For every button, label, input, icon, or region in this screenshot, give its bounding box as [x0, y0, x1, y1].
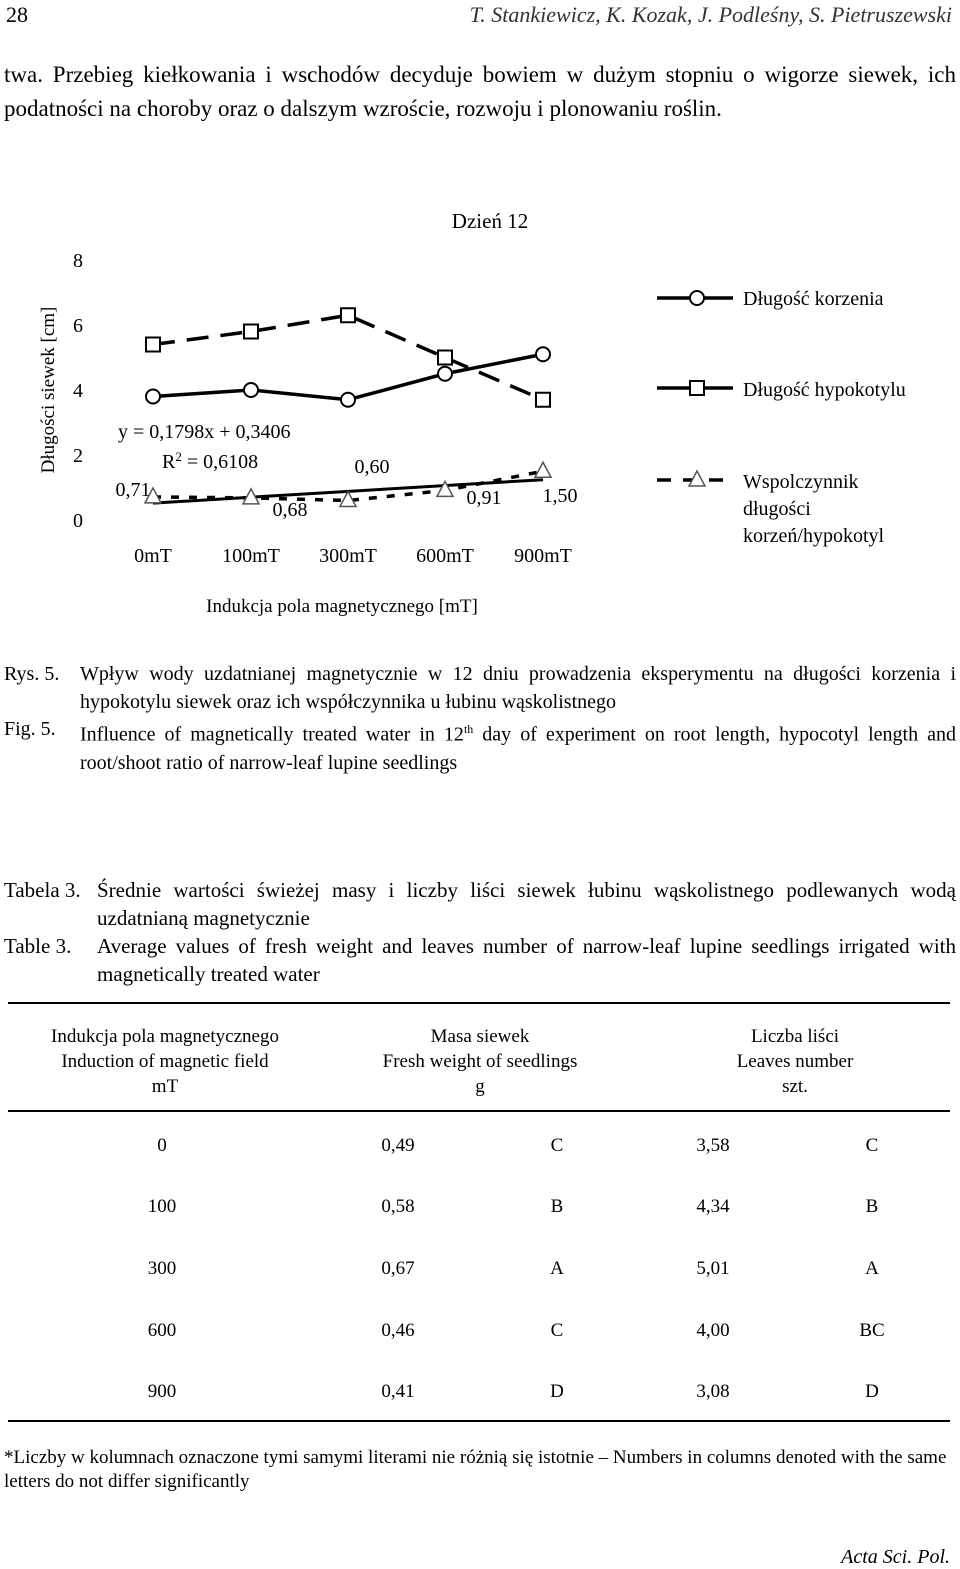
- figure-caption-en-text-b: day of experiment on root length, hypocotyl length and root/shoot ratio of narrow-leaf lupine seedlings: [80, 723, 956, 774]
- data-label: 0,60: [354, 456, 390, 478]
- table-cell: 0,67: [381, 1258, 415, 1279]
- table-bottom-rule: [8, 1420, 950, 1422]
- x-tick-label: 0mT: [134, 545, 172, 567]
- data-point-circle: [244, 383, 258, 397]
- table-top-rule: [8, 1002, 950, 1004]
- table-footnote: *Liczby w kolumnach oznaczone tymi samymi literami nie różnią się istotnie – Numbers in columns denoted with the same letters do not differ significantly: [4, 1447, 947, 1492]
- data-point-square: [536, 393, 550, 407]
- y-tick-label: 8: [73, 250, 83, 272]
- running-header-authors: T. Stankiewicz, K. Kozak, J. Podleśny, S. Pietruszewski: [469, 2, 952, 27]
- table-cell: 4,00: [696, 1320, 730, 1341]
- table-cell: D: [865, 1381, 879, 1402]
- y-tick-label: 4: [73, 380, 83, 402]
- x-tick-label: 600mT: [416, 545, 474, 567]
- table-header-induction: [20, 1024, 310, 1099]
- data-point-circle: [146, 390, 160, 404]
- legend-label-ratio: Wspolczynnik długości korzeń/hypokotyl: [743, 471, 885, 547]
- body-paragraph: twa. Przebieg kiełkowania i wschodów decyduje bowiem w dużym stopniu o wigorze siewek, ich podatności na choroby oraz o dalszym wzroście, rozwoju i plonowaniu roślin.: [4, 62, 956, 121]
- table-cell: 0,49: [381, 1135, 415, 1156]
- data-point-square: [146, 338, 160, 352]
- table-cell: 900: [147, 1381, 177, 1402]
- figure-caption-en-text: [80, 715, 956, 777]
- table-cell: C: [550, 1135, 564, 1156]
- data-point-square: [438, 351, 452, 365]
- header-line: Indukcja pola magnetycznego: [51, 1026, 279, 1047]
- table-header-rule: [8, 1110, 950, 1112]
- data-label: 0,68: [272, 499, 308, 521]
- table-cell: A: [550, 1258, 564, 1279]
- y-tick-label: 2: [73, 445, 83, 467]
- table-cell: 3,08: [696, 1381, 730, 1402]
- x-tick-label: 100mT: [222, 545, 280, 567]
- line-chart: [0, 190, 960, 630]
- table-cell: D: [550, 1381, 564, 1402]
- table-caption-en-label: Table 3.: [4, 934, 72, 958]
- table-cell: C: [865, 1135, 879, 1156]
- table-cell: 0,58: [381, 1196, 415, 1217]
- table-cell: B: [550, 1196, 564, 1217]
- x-axis-label: Indukcja pola magnetycznego [mT]: [206, 596, 478, 617]
- figure-caption-en-label: Fig. 5.: [4, 718, 56, 740]
- table-cell: 0,41: [381, 1381, 415, 1402]
- journal-name: Acta Sci. Pol.: [841, 1546, 950, 1568]
- table-cell: 600: [147, 1320, 177, 1341]
- series-line-2: [153, 315, 543, 400]
- table-caption-en: [4, 932, 956, 988]
- trendline-equation: y = 0,1798x + 0,3406: [118, 421, 291, 443]
- figure-caption-pl-label: Rys. 5.: [4, 663, 60, 685]
- table-cell: 100: [147, 1196, 177, 1217]
- table-cell: 5,01: [696, 1258, 730, 1279]
- y-tick-label: 0: [73, 510, 83, 532]
- table-caption-pl-label: Tabela 3.: [4, 878, 81, 902]
- header-line: Induction of magnetic field: [61, 1051, 269, 1072]
- legend-label-root: Długość korzenia: [743, 288, 884, 310]
- legend-marker-circle: [690, 291, 704, 305]
- y-tick-label: 6: [73, 315, 83, 337]
- table-cell: B: [865, 1196, 879, 1217]
- figure-caption-pl-text: Wpływ wody uzdatnianej magnetycznie w 12 dniu prowadzenia eksperymentu na długości korzenia i hypokotylu siewek oraz ich współczynnika u łubinu wąskolistnego: [80, 663, 956, 713]
- data-point-circle: [341, 393, 355, 407]
- header-line: Fresh weight of seedlings: [382, 1051, 578, 1072]
- figure-caption-en-sup: th: [463, 722, 474, 736]
- header-line: szt.: [782, 1076, 808, 1097]
- table-cell: 0,46: [381, 1320, 415, 1341]
- table-header-fresh-weight: [330, 1024, 630, 1099]
- data-point-square: [244, 325, 258, 339]
- data-label: 1,50: [542, 485, 578, 507]
- page-number: 28: [6, 2, 28, 27]
- data-label: 0,91: [466, 487, 502, 509]
- table-caption-en-text: Average values of fresh weight and leaves number of narrow-leaf lupine seedlings irrigated with magnetically treated water: [97, 934, 956, 986]
- figure-caption-en-text-a: Influence of magnetically treated water in 12: [80, 723, 464, 746]
- data-point-triangle: [535, 462, 551, 477]
- figure-caption-pl: [4, 660, 956, 716]
- header-line: Liczba liści: [750, 1026, 840, 1047]
- table-cell: C: [550, 1320, 564, 1341]
- legend-label-hypocotyl: Długość hypokotylu: [743, 379, 906, 401]
- header-line: Masa siewek: [430, 1026, 530, 1047]
- x-tick-label: 900mT: [514, 545, 572, 567]
- table-cell: 300: [147, 1258, 177, 1279]
- table-cell: A: [865, 1258, 879, 1279]
- chart-title: Dzień 12: [451, 209, 529, 233]
- header-line: mT: [151, 1076, 179, 1097]
- data-point-circle: [438, 367, 452, 381]
- table-cell: 4,34: [696, 1196, 730, 1217]
- data-point-square: [341, 308, 355, 322]
- header-line: Leaves number: [736, 1051, 854, 1072]
- data-point-circle: [536, 347, 550, 361]
- header-line: g: [475, 1076, 485, 1097]
- table-cell: 3,58: [696, 1135, 730, 1156]
- legend-marker-square: [690, 381, 704, 395]
- table-cell: 0: [157, 1135, 167, 1156]
- data-point-triangle: [437, 481, 453, 496]
- table-caption-pl-text: Średnie wartości świeżej masy i liczby liści siewek łubinu wąskolistnego podlewanych wodą uzdatnianą magnetycznie: [97, 878, 956, 930]
- table-caption-pl: [4, 876, 956, 932]
- trendline-r2: $R^2 = 0,6108$: [162, 448, 259, 473]
- y-axis-label: Długości siewek [cm]: [38, 306, 59, 474]
- x-tick-label: 300mT: [319, 545, 377, 567]
- figure-caption-en: [4, 715, 956, 777]
- data-label: 0,71: [115, 479, 151, 501]
- table-cell: BC: [859, 1320, 885, 1341]
- table-header-leaves: [660, 1024, 930, 1099]
